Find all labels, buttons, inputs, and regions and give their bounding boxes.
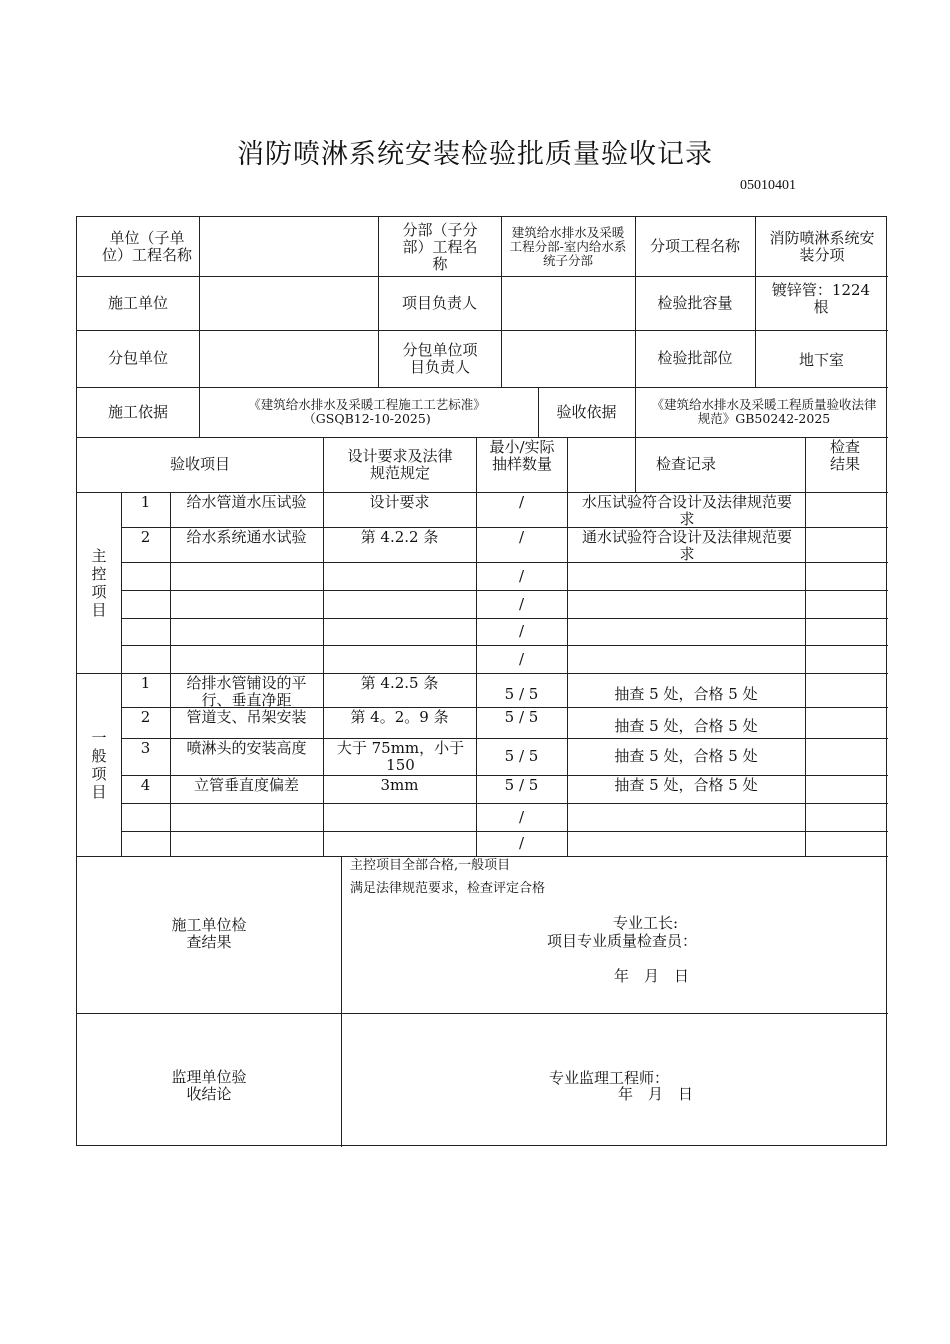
general-row-2-sample: 5 / 5 xyxy=(504,708,539,726)
main-row-1-item: 给水管道水压试验 xyxy=(186,493,307,511)
builder-check-text-line1: 主控项目全部合格,一般项目 xyxy=(350,858,511,873)
general-items-label xyxy=(77,673,121,856)
main-row-1-result xyxy=(805,492,888,527)
main-row-4-sample: / xyxy=(518,594,525,613)
general-row-1-requirement: 第 4.2.5 条 xyxy=(360,674,439,692)
main-row-2-record: 通水试验符合设计及法律规范要求 xyxy=(581,528,792,563)
main-row-5-sample: / xyxy=(518,622,525,640)
project-manager-value xyxy=(501,276,635,330)
general-row-5-sample: / xyxy=(518,807,525,826)
foreman-signature-label: 专业工长: xyxy=(613,914,679,932)
subcontractor-value xyxy=(199,330,378,387)
main-row-3-sample: / xyxy=(518,566,525,585)
general-row-4-result xyxy=(805,775,888,803)
general-row-2-requirement: 第 4。2。9 条 xyxy=(350,708,449,726)
page-title: 消防喷淋系统安装检验批质量验收记录 xyxy=(237,139,713,170)
item-project-name-value: 消防喷淋系统安装分项 xyxy=(769,229,875,264)
column-header-item: 验收项目 xyxy=(169,455,230,473)
item-project-name-label: 分项工程名称 xyxy=(649,237,740,255)
grid-line xyxy=(77,1013,888,1014)
column-header-result: 检查结果 xyxy=(829,438,860,473)
sub-project-name-label: 分部（子分部）工程名称 xyxy=(402,220,478,273)
inspection-form-table xyxy=(76,216,887,1146)
form-code: 05010401 xyxy=(740,178,796,193)
general-row-1-record: 抽查 5 处，合格 5 处 xyxy=(614,684,758,703)
main-control-items-text: 主控项目 xyxy=(91,546,107,619)
acceptance-basis-label: 验收依据 xyxy=(556,402,617,421)
sub-project-manager-value xyxy=(501,330,635,387)
main-row-6-sample: / xyxy=(518,649,525,668)
general-row-2-item: 管道支、吊架安装 xyxy=(186,708,307,726)
main-row-2-result xyxy=(805,527,888,562)
general-row-4-sample: 5 / 5 xyxy=(504,776,539,794)
general-row-3-no: 3 xyxy=(140,739,151,757)
supervising-engineer-signature-label: 专业监理工程师： xyxy=(549,1069,670,1087)
builder-check-date: 年 月 日 xyxy=(614,967,690,985)
general-items-text: 一般项目 xyxy=(91,728,107,801)
unit-project-name-label: 单位（子单位）工程名称 xyxy=(101,229,192,264)
batch-capacity-label: 检验批容量 xyxy=(657,293,733,312)
general-row-1-item: 给排水管铺设的平行、垂直净距 xyxy=(186,674,307,709)
general-row-2-record: 抽查 5 处，合格 5 处 xyxy=(614,717,758,735)
general-row-1-sample: 5 / 5 xyxy=(504,684,539,703)
general-row-4-record: 抽查 5 处，合格 5 处 xyxy=(614,776,758,794)
main-row-2-requirement: 第 4.2.2 条 xyxy=(360,528,439,546)
general-row-4-item: 立管垂直度偏差 xyxy=(193,776,299,794)
main-row-1-sample: / xyxy=(518,493,525,511)
batch-location-value: 地下室 xyxy=(798,351,844,369)
main-row-1-requirement: 设计要求 xyxy=(369,493,430,511)
subcontractor-label: 分包单位 xyxy=(107,349,168,367)
general-row-3-record: 抽查 5 处，合格 5 处 xyxy=(614,747,758,765)
main-row-1-record: 水压试验符合设计及法律规范要求 xyxy=(581,493,792,528)
general-row-2-no: 2 xyxy=(140,708,151,726)
builder-label: 施工单位 xyxy=(107,293,168,312)
main-row-2-sample: / xyxy=(518,528,525,546)
general-row-1-result xyxy=(805,673,888,707)
column-header-record: 检查记录 xyxy=(655,455,716,473)
general-row-4-no: 4 xyxy=(140,776,151,794)
general-row-3-result xyxy=(805,738,888,775)
grid-line xyxy=(341,856,342,1147)
general-row-1-no: 1 xyxy=(140,674,151,692)
main-row-1-no: 1 xyxy=(140,493,151,511)
builder-value xyxy=(199,276,378,330)
construction-basis-label: 施工依据 xyxy=(107,402,168,421)
project-manager-label: 项目负责人 xyxy=(401,293,477,312)
column-header-sample: 最小/实际抽样数量 xyxy=(489,438,555,473)
general-row-3-item: 喷淋头的安装高度 xyxy=(186,739,307,757)
main-row-2-no: 2 xyxy=(140,528,151,546)
general-row-3-requirement: 大于 75mm，小于 150 xyxy=(336,739,465,774)
general-row-3-sample: 5 / 5 xyxy=(504,747,539,765)
quality-inspector-signature-label: 项目专业质量检查员： xyxy=(547,932,698,950)
builder-check-label: 施工单位检查结果 xyxy=(171,916,247,951)
general-row-6-sample: / xyxy=(518,834,525,852)
supervisor-conclusion-label: 监理单位验收结论 xyxy=(171,1068,247,1103)
sub-project-manager-label: 分包单位项目负责人 xyxy=(402,340,478,376)
main-control-items-label xyxy=(77,492,121,673)
acceptance-basis-value: 《建筑给水排水及采暖工程质量验收法律规范》GB50242-2025 xyxy=(651,397,877,426)
general-row-4-requirement: 3mm xyxy=(380,776,419,794)
builder-check-text-line2: 满足法律规范要求，检查评定合格 xyxy=(350,881,546,896)
batch-location-label: 检验批部位 xyxy=(657,349,733,367)
supervisor-date: 年 月 日 xyxy=(618,1085,694,1103)
general-row-2-result xyxy=(805,707,888,738)
column-header-requirement: 设计要求及法律规范规定 xyxy=(347,446,453,482)
unit-project-name-value xyxy=(199,217,378,276)
sub-project-name-value: 建筑给水排水及采暖工程分部-室内给水系统子分部 xyxy=(509,225,627,268)
main-row-2-item: 给水系统通水试验 xyxy=(186,528,307,546)
grid-line xyxy=(77,856,888,857)
construction-basis-value: 《建筑给水排水及采暖工程施工工艺标准》（GSQB12-10-2025) xyxy=(248,397,486,426)
batch-capacity-value: 镀锌管：1224根 xyxy=(771,281,871,316)
